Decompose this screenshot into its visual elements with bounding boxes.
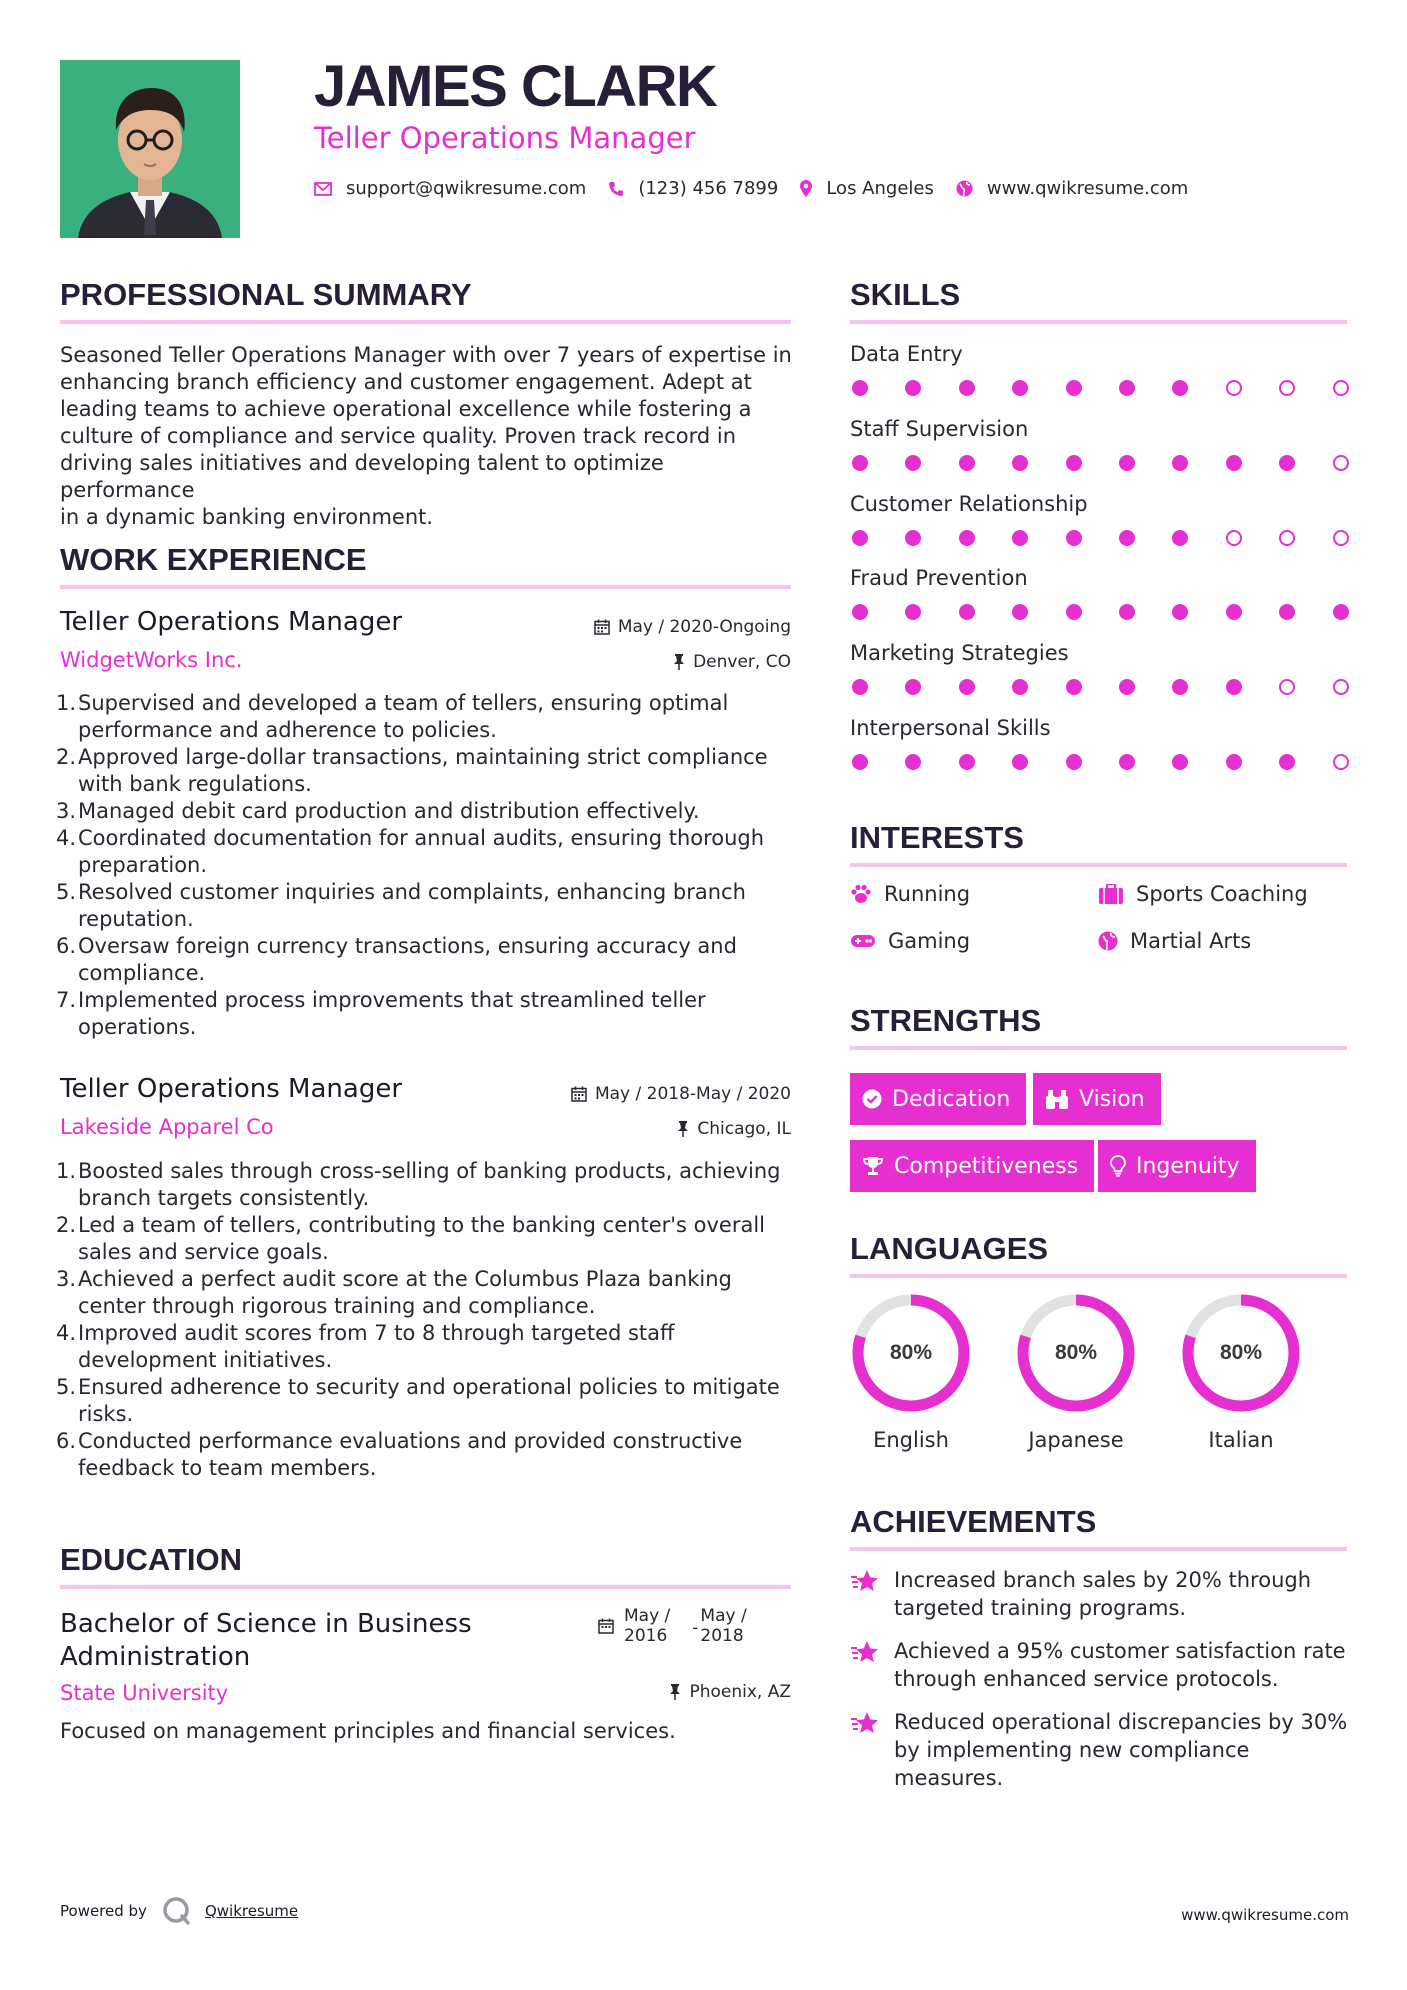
job-company: Lakeside Apparel Co xyxy=(60,1115,274,1139)
job-dates xyxy=(594,617,791,637)
skill-name: Interpersonal Skills xyxy=(850,716,1051,740)
rating-dot-filled xyxy=(852,679,868,695)
language-percent: 80% xyxy=(1219,1341,1263,1364)
interest-item: Martial Arts xyxy=(1098,929,1251,953)
briefcase-icon xyxy=(1098,884,1124,904)
contact-phone[interactable] xyxy=(608,178,778,199)
achievements-heading: ACHIEVEMENTS xyxy=(850,1504,1097,1539)
rating-dot-filled xyxy=(1279,754,1295,770)
job-dates xyxy=(571,1084,791,1104)
rating-dot-filled xyxy=(1066,679,1082,695)
globe-icon xyxy=(956,180,973,197)
rating-dot-filled xyxy=(1172,679,1188,695)
rating-dot-filled xyxy=(1172,455,1188,471)
education-dash: - xyxy=(692,1618,699,1638)
rating-dot-empty xyxy=(1279,679,1295,695)
education-location-text: Phoenix, AZ xyxy=(689,1682,791,1702)
rating-dot-filled xyxy=(1279,455,1295,471)
language-name: English xyxy=(873,1428,949,1452)
job-title: Teller Operations Manager xyxy=(60,607,403,637)
rating-dot-filled xyxy=(905,455,921,471)
rating-dot-filled xyxy=(1066,604,1082,620)
interest-item: Gaming xyxy=(850,929,970,953)
rating-dot-filled xyxy=(905,679,921,695)
gamepad-icon xyxy=(850,933,876,949)
education-dates xyxy=(598,1606,747,1646)
skill-name: Data Entry xyxy=(850,342,963,366)
degree-title: Bachelor of Science in Business Administration xyxy=(60,1609,472,1672)
pin-icon xyxy=(669,1684,681,1700)
rating-dot-filled xyxy=(905,754,921,770)
rating-dot-empty xyxy=(1279,530,1295,546)
rating-dot-filled xyxy=(959,380,975,396)
education-heading: EDUCATION xyxy=(60,1542,242,1577)
rating-dot-empty xyxy=(1333,455,1349,471)
rating-dot-filled xyxy=(1172,380,1188,396)
achievements-divider xyxy=(850,1547,1347,1551)
job-dates-text: May / 2020-Ongoing xyxy=(617,617,791,637)
skill-rating xyxy=(852,604,1386,620)
rating-dot-filled xyxy=(1119,754,1135,770)
paw-icon xyxy=(850,884,872,904)
map-marker-icon xyxy=(800,180,812,197)
language-progress-ring xyxy=(1015,1292,1137,1414)
job-duties xyxy=(56,690,790,1041)
contact-bar xyxy=(314,178,1210,199)
summary-line: enhancing branch efficiency and customer engagement. Adept at xyxy=(60,370,752,394)
rating-dot-empty xyxy=(1279,380,1295,396)
rating-dot-filled xyxy=(1226,455,1242,471)
rating-dot-empty xyxy=(1333,530,1349,546)
contact-phone-text: (123) 456 7899 xyxy=(638,178,779,199)
contact-location xyxy=(800,178,934,199)
calendar-icon xyxy=(598,1618,614,1634)
language-percent: 80% xyxy=(889,1341,933,1364)
education-location xyxy=(669,1682,791,1702)
rating-dot-filled xyxy=(1012,380,1028,396)
strength-tag: Vision xyxy=(1033,1073,1161,1125)
rating-dot-filled xyxy=(852,455,868,471)
profile-photo xyxy=(60,60,240,238)
rating-dot-filled xyxy=(1119,604,1135,620)
skills-divider xyxy=(850,320,1347,324)
skills-heading: SKILLS xyxy=(850,277,961,312)
rating-dot-filled xyxy=(905,380,921,396)
rating-dot-empty xyxy=(1226,380,1242,396)
interests-heading: INTERESTS xyxy=(850,820,1024,855)
contact-email-text: support@qwikresume.com xyxy=(346,178,587,199)
pin-icon xyxy=(677,1121,689,1137)
school-name: State University xyxy=(60,1681,229,1705)
summary-heading: PROFESSIONAL SUMMARY xyxy=(60,277,472,312)
interests-divider xyxy=(850,863,1347,867)
rating-dot-filled xyxy=(1172,754,1188,770)
skill-name: Fraud Prevention xyxy=(850,566,1028,591)
skill-rating xyxy=(852,455,1386,471)
rating-dot-filled xyxy=(1119,679,1135,695)
job-duties xyxy=(56,1158,790,1482)
job-location xyxy=(677,1119,791,1139)
language-progress-ring xyxy=(1180,1292,1302,1414)
language-name: Italian xyxy=(1208,1428,1274,1452)
achievement-item xyxy=(850,1637,1350,1693)
rating-dot-filled xyxy=(1279,604,1295,620)
envelope-icon xyxy=(314,182,332,196)
rating-dot-filled xyxy=(1172,604,1188,620)
strengths-heading: STRENGTHS xyxy=(850,1003,1042,1038)
education-end: May / 2018 xyxy=(700,1606,747,1646)
rating-dot-filled xyxy=(905,530,921,546)
rating-dot-filled xyxy=(1172,530,1188,546)
summary-line: leading teams to achieve operational excellence while fostering a xyxy=(60,397,752,421)
rating-dot-filled xyxy=(1226,679,1242,695)
summary-line: Seasoned Teller Operations Manager with over 7 years of expertise in xyxy=(60,343,792,367)
language-progress-ring xyxy=(850,1292,972,1414)
achievement-text: Increased branch sales by 20% through targeted training programs. xyxy=(894,1568,1312,1620)
strength-tag: Dedication xyxy=(850,1073,1026,1125)
languages-heading: LANGUAGES xyxy=(850,1231,1049,1266)
rating-dot-filled xyxy=(1066,455,1082,471)
rating-dot-filled xyxy=(1119,455,1135,471)
footer-branding xyxy=(60,1896,298,1926)
duty-item: 4. Coordinated documentation for annual audits, ensuring thorough preparation. xyxy=(56,826,765,877)
job-company: WidgetWorks Inc. xyxy=(60,648,243,672)
lightbulb-icon xyxy=(1110,1155,1126,1177)
job-location xyxy=(673,652,791,672)
achievement-text: Reduced operational discrepancies by 30% by implementing new compliance measures. xyxy=(894,1710,1348,1790)
rating-dot-filled xyxy=(1226,754,1242,770)
summary-line: culture of compliance and service quality. Proven track record in xyxy=(60,424,737,448)
qwikresume-logo-icon xyxy=(161,1896,193,1926)
job-title: Teller Operations Manager xyxy=(60,1074,403,1104)
footer-website[interactable]: www.qwikresume.com xyxy=(1181,1906,1349,1924)
experience-heading: WORK EXPERIENCE xyxy=(60,542,367,577)
skill-rating xyxy=(852,380,1386,396)
experience-divider xyxy=(60,585,791,589)
phone-icon xyxy=(608,181,624,197)
language-item xyxy=(1180,1292,1302,1452)
interest-item: Running xyxy=(850,882,970,906)
rating-dot-filled xyxy=(959,455,975,471)
duty-item: 5. Ensured adherence to security and operational policies to mitigate risks. xyxy=(56,1375,780,1426)
duty-item: 6. Oversaw foreign currency transactions, ensuring accuracy and compliance. xyxy=(56,934,737,985)
duty-item: 3. Managed debit card production and distribution effectively. xyxy=(56,799,700,823)
powered-by-text: Powered by xyxy=(60,1902,147,1920)
binoculars-icon xyxy=(1045,1089,1069,1109)
language-percent: 80% xyxy=(1054,1341,1098,1364)
rating-dot-filled xyxy=(852,754,868,770)
languages-divider xyxy=(850,1274,1347,1278)
rating-dot-filled xyxy=(852,530,868,546)
rating-dot-filled xyxy=(1012,754,1028,770)
duty-item: 2. Led a team of tellers, contributing to the banking center's overall sales and service goals. xyxy=(56,1213,766,1264)
rating-dot-filled xyxy=(959,530,975,546)
contact-website[interactable] xyxy=(956,178,1188,199)
pin-icon xyxy=(673,654,685,670)
skill-name: Marketing Strategies xyxy=(850,641,1069,666)
contact-location-text: Los Angeles xyxy=(826,178,934,199)
job-location-text: Chicago, IL xyxy=(697,1119,791,1139)
duty-item: 3. Achieved a perfect audit score at the Columbus Plaza banking center through rigorous training and compliance. xyxy=(56,1267,732,1318)
rating-dot-filled xyxy=(852,380,868,396)
summary-divider xyxy=(60,320,791,324)
star-icon xyxy=(850,1568,880,1594)
strengths-divider xyxy=(850,1046,1347,1050)
strength-tag: Ingenuity xyxy=(1098,1140,1256,1192)
skill-rating xyxy=(852,754,1386,770)
summary-line: in a dynamic banking environment. xyxy=(60,505,434,529)
duty-item: 5. Resolved customer inquiries and complaints, enhancing branch reputation. xyxy=(56,880,746,931)
duty-item: 6. Conducted performance evaluations and provided constructive feedback to team members. xyxy=(56,1429,743,1480)
duty-item: 2. Approved large-dollar transactions, maintaining strict compliance with bank regulations. xyxy=(56,745,768,796)
rating-dot-filled xyxy=(959,604,975,620)
rating-dot-filled xyxy=(1066,380,1082,396)
rating-dot-filled xyxy=(1012,455,1028,471)
job-location-text: Denver, CO xyxy=(693,652,791,672)
education-start: May / 2016 xyxy=(624,1606,671,1646)
rating-dot-empty xyxy=(1333,380,1349,396)
trophy-icon xyxy=(862,1156,884,1176)
rating-dot-empty xyxy=(1226,530,1242,546)
calendar-icon xyxy=(594,619,610,635)
skill-name: Customer Relationship xyxy=(850,491,1088,516)
skill-rating xyxy=(852,530,1386,546)
check-circle-icon xyxy=(862,1089,882,1109)
duty-item: 7. Implemented process improvements that streamlined teller operations. xyxy=(56,988,706,1039)
achievement-text: Achieved a 95% customer satisfaction rate through enhanced service protocols. xyxy=(894,1639,1346,1691)
skill-rating xyxy=(852,679,1386,695)
rating-dot-filled xyxy=(1119,530,1135,546)
duty-item: 1. Boosted sales through cross-selling of banking products, achieving branch targets consistently. xyxy=(56,1159,781,1210)
language-item xyxy=(850,1292,972,1452)
rating-dot-filled xyxy=(1333,604,1349,620)
strength-tag: Competitiveness xyxy=(850,1140,1094,1192)
duty-item: 1. Supervised and developed a team of tellers, ensuring optimal performance and adherence to policies. xyxy=(56,691,729,742)
language-name: Japanese xyxy=(1028,1428,1124,1452)
rating-dot-filled xyxy=(1012,604,1028,620)
rating-dot-filled xyxy=(1066,754,1082,770)
achievement-item xyxy=(850,1708,1350,1792)
rating-dot-filled xyxy=(1012,679,1028,695)
education-divider xyxy=(60,1585,791,1589)
language-item xyxy=(1015,1292,1137,1452)
calendar-icon xyxy=(571,1086,587,1102)
rating-dot-filled xyxy=(1066,530,1082,546)
star-icon xyxy=(850,1710,880,1736)
interest-item: Sports Coaching xyxy=(1098,882,1308,906)
summary-line: driving sales initiatives and developing talent to optimize performance xyxy=(60,451,664,502)
rating-dot-empty xyxy=(1333,754,1349,770)
contact-website-text: www.qwikresume.com xyxy=(986,178,1189,199)
summary-text xyxy=(60,342,795,531)
rating-dot-filled xyxy=(905,604,921,620)
rating-dot-filled xyxy=(1119,380,1135,396)
rating-dot-filled xyxy=(852,604,868,620)
education-description: Focused on management principles and financial services. xyxy=(60,1719,676,1743)
duty-item: 4. Improved audit scores from 7 to 8 through targeted staff development initiatives. xyxy=(56,1321,675,1372)
rating-dot-filled xyxy=(959,679,975,695)
star-icon xyxy=(850,1639,880,1665)
globe-icon xyxy=(1098,931,1118,951)
rating-dot-filled xyxy=(1226,604,1242,620)
achievement-item xyxy=(850,1566,1350,1622)
candidate-name: JAMES CLARK xyxy=(314,54,717,119)
qwikresume-link[interactable]: Qwikresume xyxy=(204,1902,299,1920)
rating-dot-empty xyxy=(1333,679,1349,695)
candidate-title: Teller Operations Manager xyxy=(314,121,696,155)
contact-email[interactable] xyxy=(314,178,586,199)
rating-dot-filled xyxy=(1012,530,1028,546)
job-dates-text: May / 2018-May / 2020 xyxy=(594,1084,791,1104)
rating-dot-filled xyxy=(959,754,975,770)
skill-name: Staff Supervision xyxy=(850,416,1029,441)
